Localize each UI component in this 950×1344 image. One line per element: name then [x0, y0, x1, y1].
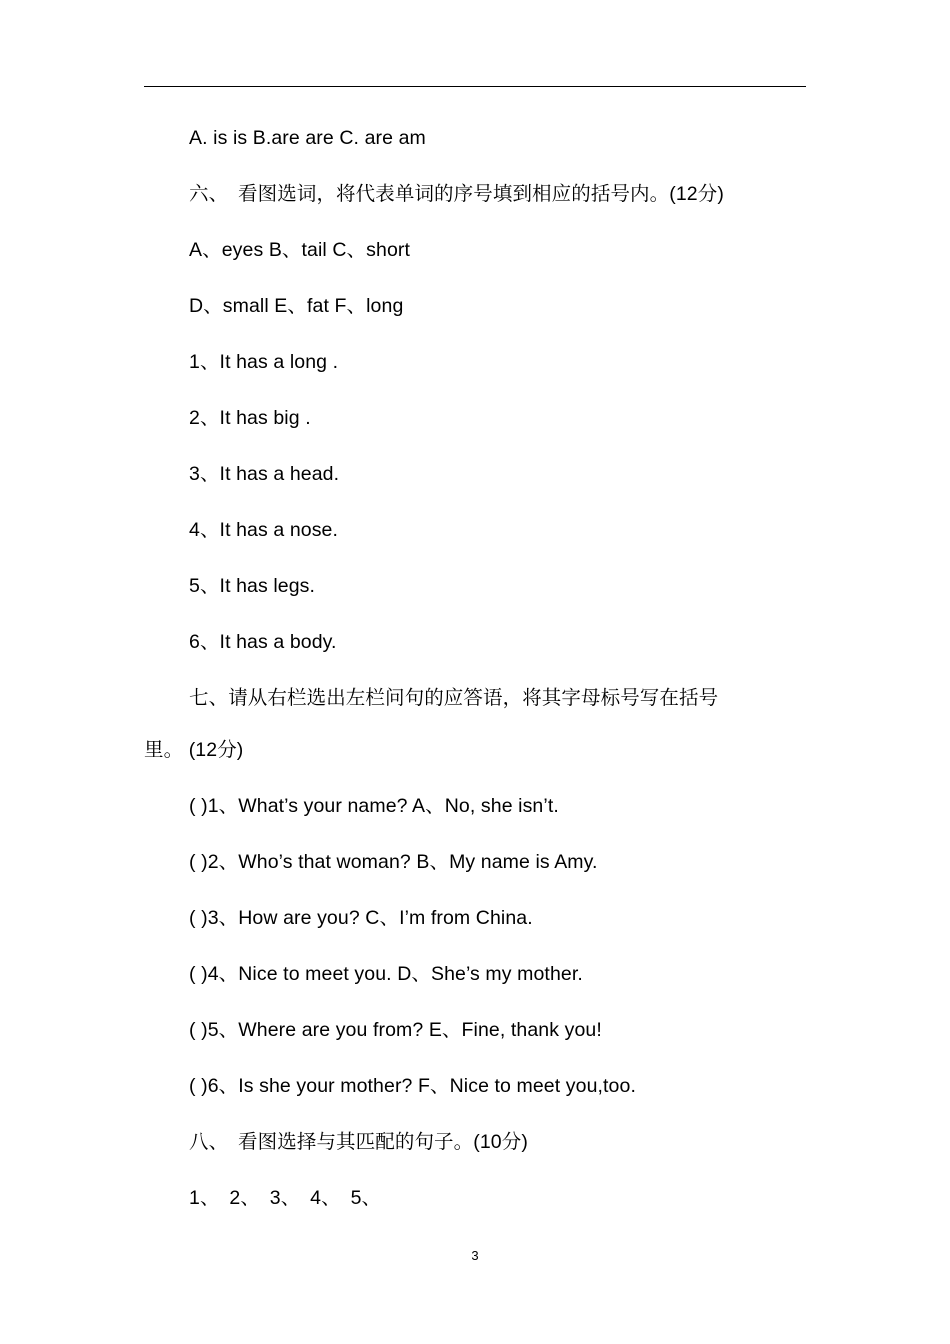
- question-line: 5、It has legs.: [189, 575, 316, 597]
- page-number: 3: [471, 1248, 479, 1263]
- match-line: ( )1、What’s your name? A、No, she isn’t.: [189, 795, 559, 817]
- match-line: ( )3、How are you? C、I’m from China.: [189, 907, 533, 929]
- choice-options-previous: A. is is B.are are C. are am: [189, 127, 426, 149]
- header-rule: [144, 86, 806, 87]
- question-line: 4、It has a nose.: [189, 519, 339, 541]
- word-options-row-2: D、small E、fat F、long: [189, 295, 404, 317]
- word-options-row-1: A、eyes B、tail C、short: [189, 239, 410, 261]
- picture-number-row: 1、 2、 3、 4、 5、: [189, 1187, 382, 1209]
- question-line: 1、It has a long .: [189, 351, 339, 373]
- question-line: 6、It has a body.: [189, 631, 337, 653]
- section-6-heading: 六、 看图选词，将代表单词的序号填到相应的括号内。(12分): [189, 183, 724, 205]
- question-line: 3、It has a head.: [189, 463, 340, 485]
- section-7-heading-cont: 里。 (12分): [144, 739, 244, 761]
- match-line: ( )2、Who’s that woman? B、My name is Amy.: [189, 851, 598, 873]
- question-line: 2、It has big .: [189, 407, 311, 429]
- match-line: ( )5、Where are you from? E、Fine, thank you!: [189, 1019, 602, 1041]
- section-8-heading: 八、 看图选择与其匹配的句子。(10分): [189, 1131, 528, 1153]
- match-line: ( )4、Nice to meet you. D、She’s my mother.: [189, 963, 583, 985]
- match-line: ( )6、Is she your mother? F、Nice to meet you,too.: [189, 1075, 636, 1097]
- section-7-heading: 七、请从右栏选出左栏问句的应答语，将其字母标号写在括号: [189, 687, 719, 709]
